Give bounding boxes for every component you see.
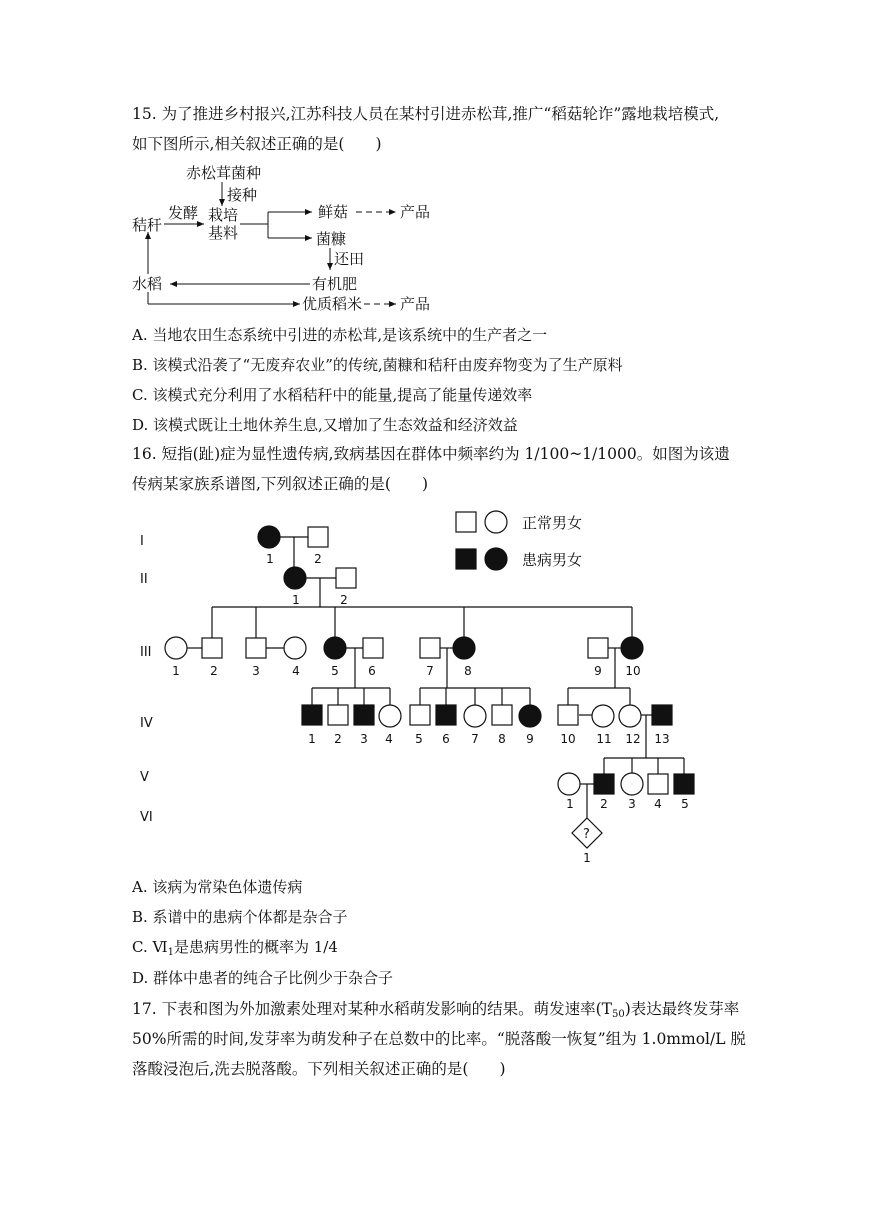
individual-number: 11 [596,732,612,746]
individual-number: 1 [172,664,180,678]
individual-IV-6 [436,705,456,725]
product-label-1: 产品 [400,203,431,221]
q17-stem-line-1-sub: 50 [611,1009,625,1020]
individual-III-2 [202,638,222,658]
individual-III-4 [284,637,306,659]
individual-number: 1 [266,552,274,566]
substrate-label-1: 栽培 [208,206,239,224]
individual-number: 2 [600,797,608,811]
individual-I-2 [308,527,328,547]
q17-stem-line-2: 50%所需的时间,发芽率为萌发种子在总数中的比率。“脱落酸一恢复”组为 1.0mmol/L 脱 [132,1030,746,1048]
individual-number: 3 [628,797,636,811]
individual-IV-9 [519,705,541,727]
q16-option-d: D. 群体中患者的纯合子比例少于杂合子 [132,969,394,987]
q17-stem-line-1-pre: 17. 下表和图为外加激素处理对某种水稻萌发影响的结果。萌发速率(T [132,1000,612,1018]
individual-II-1 [284,567,306,589]
individual-IV-12 [619,705,641,727]
legend-normal-female-icon [485,511,507,533]
legend-affected-female-icon [485,548,507,570]
generation-label-IV: IV [140,716,153,731]
individual-number: 5 [681,797,689,811]
q15-option-a: A. 当地农田生态系统中引进的赤松茸,是该系统中的生产者之一 [132,326,548,344]
generation-label-II: II [140,572,148,587]
legend-normal-male-icon [456,512,476,532]
individual-number: 6 [368,664,376,678]
individual-number: 1 [583,851,591,865]
individual-IV-2 [328,705,348,725]
legend-normal-label: 正常男女 [522,514,583,532]
individual-number: 2 [210,664,218,678]
individual-number: 9 [526,732,534,746]
mushroom-label: 鲜菇 [318,203,349,221]
individual-III-1 [165,637,187,659]
q16-option-a: A. 该病为常染色体遗传病 [132,878,303,896]
q16-stem-line-2: 传病某家族系谱图,下列叙述正确的是( ) [132,475,429,493]
manure-label: 有机肥 [312,275,358,293]
individual-IV-8 [492,705,512,725]
individual-number: 2 [340,593,348,607]
individual-number: 2 [314,552,322,566]
individual-number: 4 [654,797,662,811]
q15-stem-line-1: 15. 为了推进乡村报兴,江苏科技人员在某村引进赤松茸,推广“稻菇轮诈”露地栽培模式, [132,105,720,123]
individual-V-3 [621,773,643,795]
generation-label-VI: VI [140,810,153,825]
pedigree-chart [120,505,720,875]
individual-III-5 [324,637,346,659]
q16-option-c-subscript: 1 [167,947,174,958]
q16-option-c [132,937,338,963]
individual-number: 7 [426,664,434,678]
q15-option-c: C. 该模式充分利用了水稻秸秆中的能量,提高了能量传递效率 [132,386,533,404]
individual-number: 10 [625,664,641,678]
q15-option-d: D. 该模式既让土地休养生息,又增加了生态效益和经济效益 [132,416,518,434]
rice-label: 水稻 [132,275,163,293]
individual-number: 3 [252,664,260,678]
individual-I-1 [258,526,280,548]
q15-stem-line-2: 如下图所示,相关叙述正确的是( ) [132,135,382,153]
individual-number: 5 [331,664,339,678]
q17-stem-line-3: 落酸浸泡后,洗去脱落酸。下列相关叙述正确的是( ) [132,1060,506,1078]
ferment-label: 发酵 [168,204,199,222]
inoculate-label: 接种 [227,186,258,204]
substrate-label-2: 基料 [208,224,239,242]
individual-V-1 [558,773,580,795]
residue-label: 菌糠 [316,230,347,248]
product-label-2: 产品 [400,295,431,313]
seed-label: 赤松茸菌种 [186,164,262,182]
individual-number: 5 [415,732,423,746]
individual-IV-5 [410,705,430,725]
generation-label-III: III [140,645,152,660]
individual-V-2 [594,774,614,794]
individual-IV-11 [592,705,614,727]
individual-IV-1 [302,705,322,725]
individual-IV-4 [379,705,401,727]
legend-affected-label: 患病男女 [522,551,583,569]
individual-number: 1 [292,593,300,607]
return-label: 还田 [334,250,365,268]
individual-number: 8 [464,664,472,678]
q16-option-b: B. 系谱中的患病个体都是杂合子 [132,908,348,926]
q16-stem-line-1: 16. 短指(趾)症为显性遗传病,致病基因在群体中频率约为 1/100~1/1000。如图为该遗 [132,445,730,463]
individual-number: 12 [625,732,641,746]
quality-rice-label: 优质稻米 [302,295,363,313]
generation-label-I: I [140,534,144,549]
individual-III-9 [588,638,608,658]
individual-III-7 [420,638,440,658]
straw-label: 秸秆 [132,216,163,234]
individual-number: 7 [471,732,479,746]
individual-IV-7 [464,705,486,727]
individual-IV-13 [652,705,672,725]
rice-mushroom-rotation-diagram [120,158,450,318]
individual-number: 8 [498,732,506,746]
legend-affected-male-icon [456,549,476,569]
q16-option-c-rest: 是患病男性的概率为 1/4 [173,938,338,956]
unknown-mark: ? [583,827,590,842]
individual-number: 3 [360,732,368,746]
individual-V-4 [648,774,668,794]
individual-number: 4 [385,732,393,746]
generation-label-V: V [140,770,149,785]
individual-number: 2 [334,732,342,746]
individual-III-8 [453,637,475,659]
q15-option-b: B. 该模式沿袭了“无废弃农业”的传统,菌糠和秸秆由废弃物变为了生产原料 [132,356,623,374]
individual-number: 6 [442,732,450,746]
individual-V-5 [674,774,694,794]
individual-II-2 [336,568,356,588]
individual-number: 1 [566,797,574,811]
q17-stem-line-1 [132,999,739,1025]
individual-number: 9 [594,664,602,678]
individual-number: 4 [292,664,300,678]
q16-option-c-prefix: C. Ⅵ [132,938,168,956]
individual-number: 13 [654,732,670,746]
individual-III-10 [621,637,643,659]
individual-III-3 [246,638,266,658]
individual-III-6 [363,638,383,658]
individual-number: 10 [560,732,576,746]
individual-IV-10 [558,705,578,725]
individual-number: 1 [308,732,316,746]
q17-stem-line-1-post: )表达最终发芽率 [624,1000,740,1018]
individual-IV-3 [354,705,374,725]
